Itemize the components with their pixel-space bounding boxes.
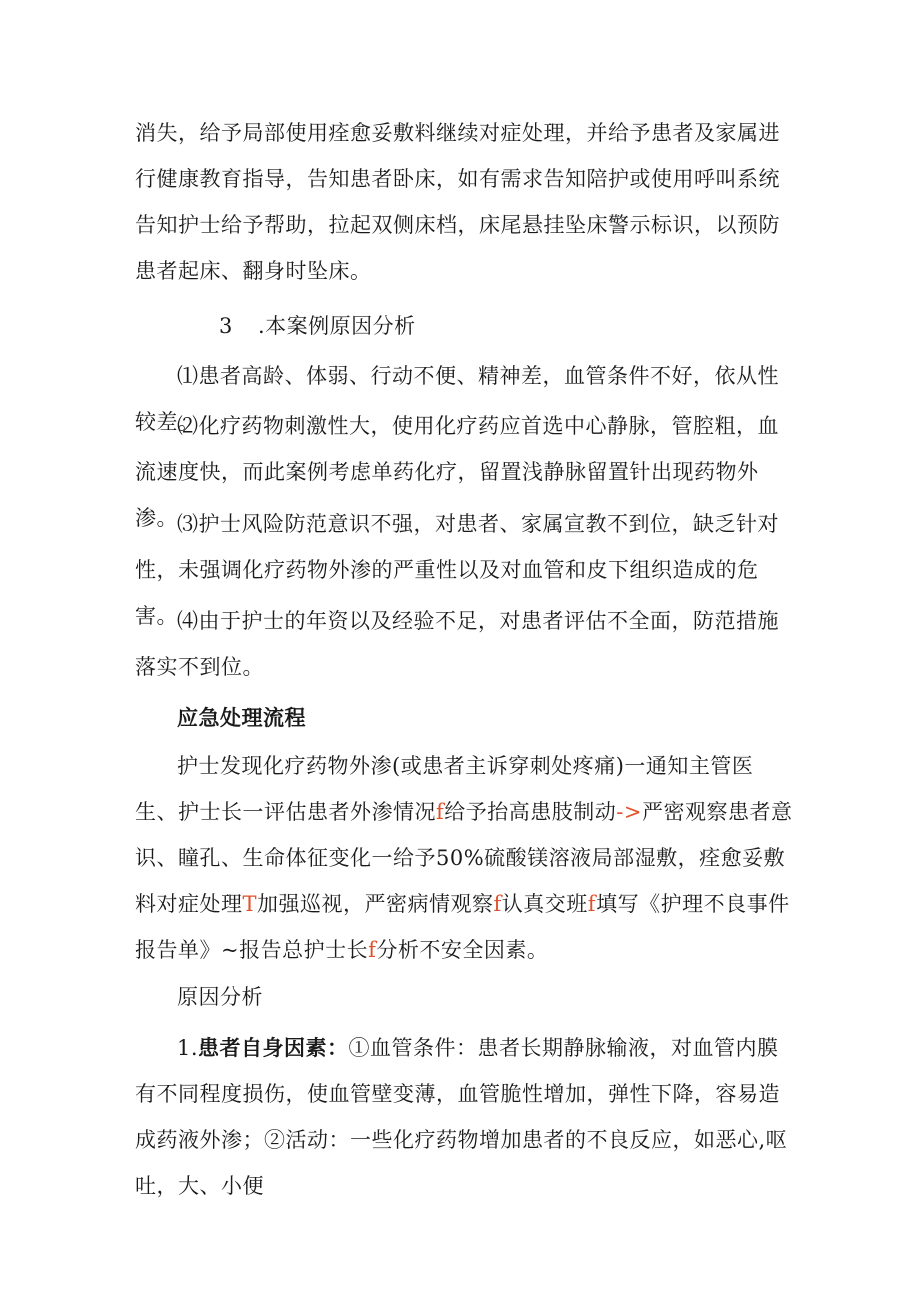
flow-step: 分析不安全因素。 — [376, 938, 549, 962]
paragraph-continuation: 消失，给予局部使用痊愈妥敷料继续对症处理，并给予患者及家属进行健康教育指导，告知患者卧床，如有需求告知陪护或使用呼叫系统告知护士给予帮助，拉起双侧床档，床尾悬挂坠床警示标识，以预防患者起床、翻身时坠床。 — [135, 121, 780, 283]
emergency-heading: 应急处理流程 — [177, 705, 306, 730]
section-number: 3 — [219, 314, 233, 338]
flow-step: 加强巡视，严密病情观察 — [257, 892, 494, 916]
flow-step: 护士发现化疗药物外渗(或患者主诉穿刺处疼痛)一通知主管医生、护士长一评估患者外渗情况 — [135, 754, 754, 824]
cause-analysis-heading: 原因分析 — [177, 985, 263, 1009]
cause-item-2: ⑵化疗药物刺激性大，使用化疗药应首选中心静脉，管腔粗，血流速度快，而此案例考虑单药化疗，留置浅静脉留置针出现药物外渗。 — [135, 414, 779, 530]
flow-step: 认真交班 — [501, 892, 588, 916]
flow-arrow-marker: f — [436, 800, 445, 824]
factor-text: ①血管条件：患者长期静脉输液，对血管内膜有不同程度损伤，使血管壁变薄，血管脆性增加，弹性下降，容易造成药液外渗；②活动：一些化疗药物增加患者的不良反应，如恶心,呕吐，大、小便 — [135, 1036, 788, 1198]
flow-step: 给予抬高患肢制动 — [444, 800, 617, 824]
section-heading-3 — [135, 303, 795, 349]
cause-item-4: ⑷由于护士的年资以及经验不足，对患者评估不全面，防范措施落实不到位。 — [135, 609, 779, 679]
cause-factor-1 — [135, 1025, 795, 1209]
factor-label: 患者自身因素： — [198, 1035, 349, 1060]
flow-step: 填写《护理不良事件报告单》~报告总护士长 — [135, 892, 790, 962]
flow-arrow-marker: f — [368, 938, 377, 962]
flow-arrow-marker: f — [587, 892, 597, 916]
flow-arrow-marker: f — [493, 892, 502, 916]
emergency-flow — [135, 743, 795, 973]
factor-number: 1. — [177, 1036, 199, 1060]
flow-arrow-marker: T — [242, 892, 258, 916]
flow-arrow-marker: -> — [616, 800, 642, 824]
cause-item-3: ⑶护士风险防范意识不强，对患者、家属宣教不到位，缺乏针对性，未强调化疗药物外渗的严重性以及对血管和皮下组织造成的危害。 — [135, 512, 779, 628]
cause-item-1: ⑴患者高龄、体弱、行动不便、精神差，血管条件不好，依从性较差。 — [135, 364, 779, 434]
section-title: .本案例原因分析 — [258, 314, 416, 338]
flow-step: 严密观察患者意识、瞳孔、生命体征变化一给予50%硫酸镁溶液局部湿敷，痊愈妥敷料对症处理 — [135, 800, 793, 916]
